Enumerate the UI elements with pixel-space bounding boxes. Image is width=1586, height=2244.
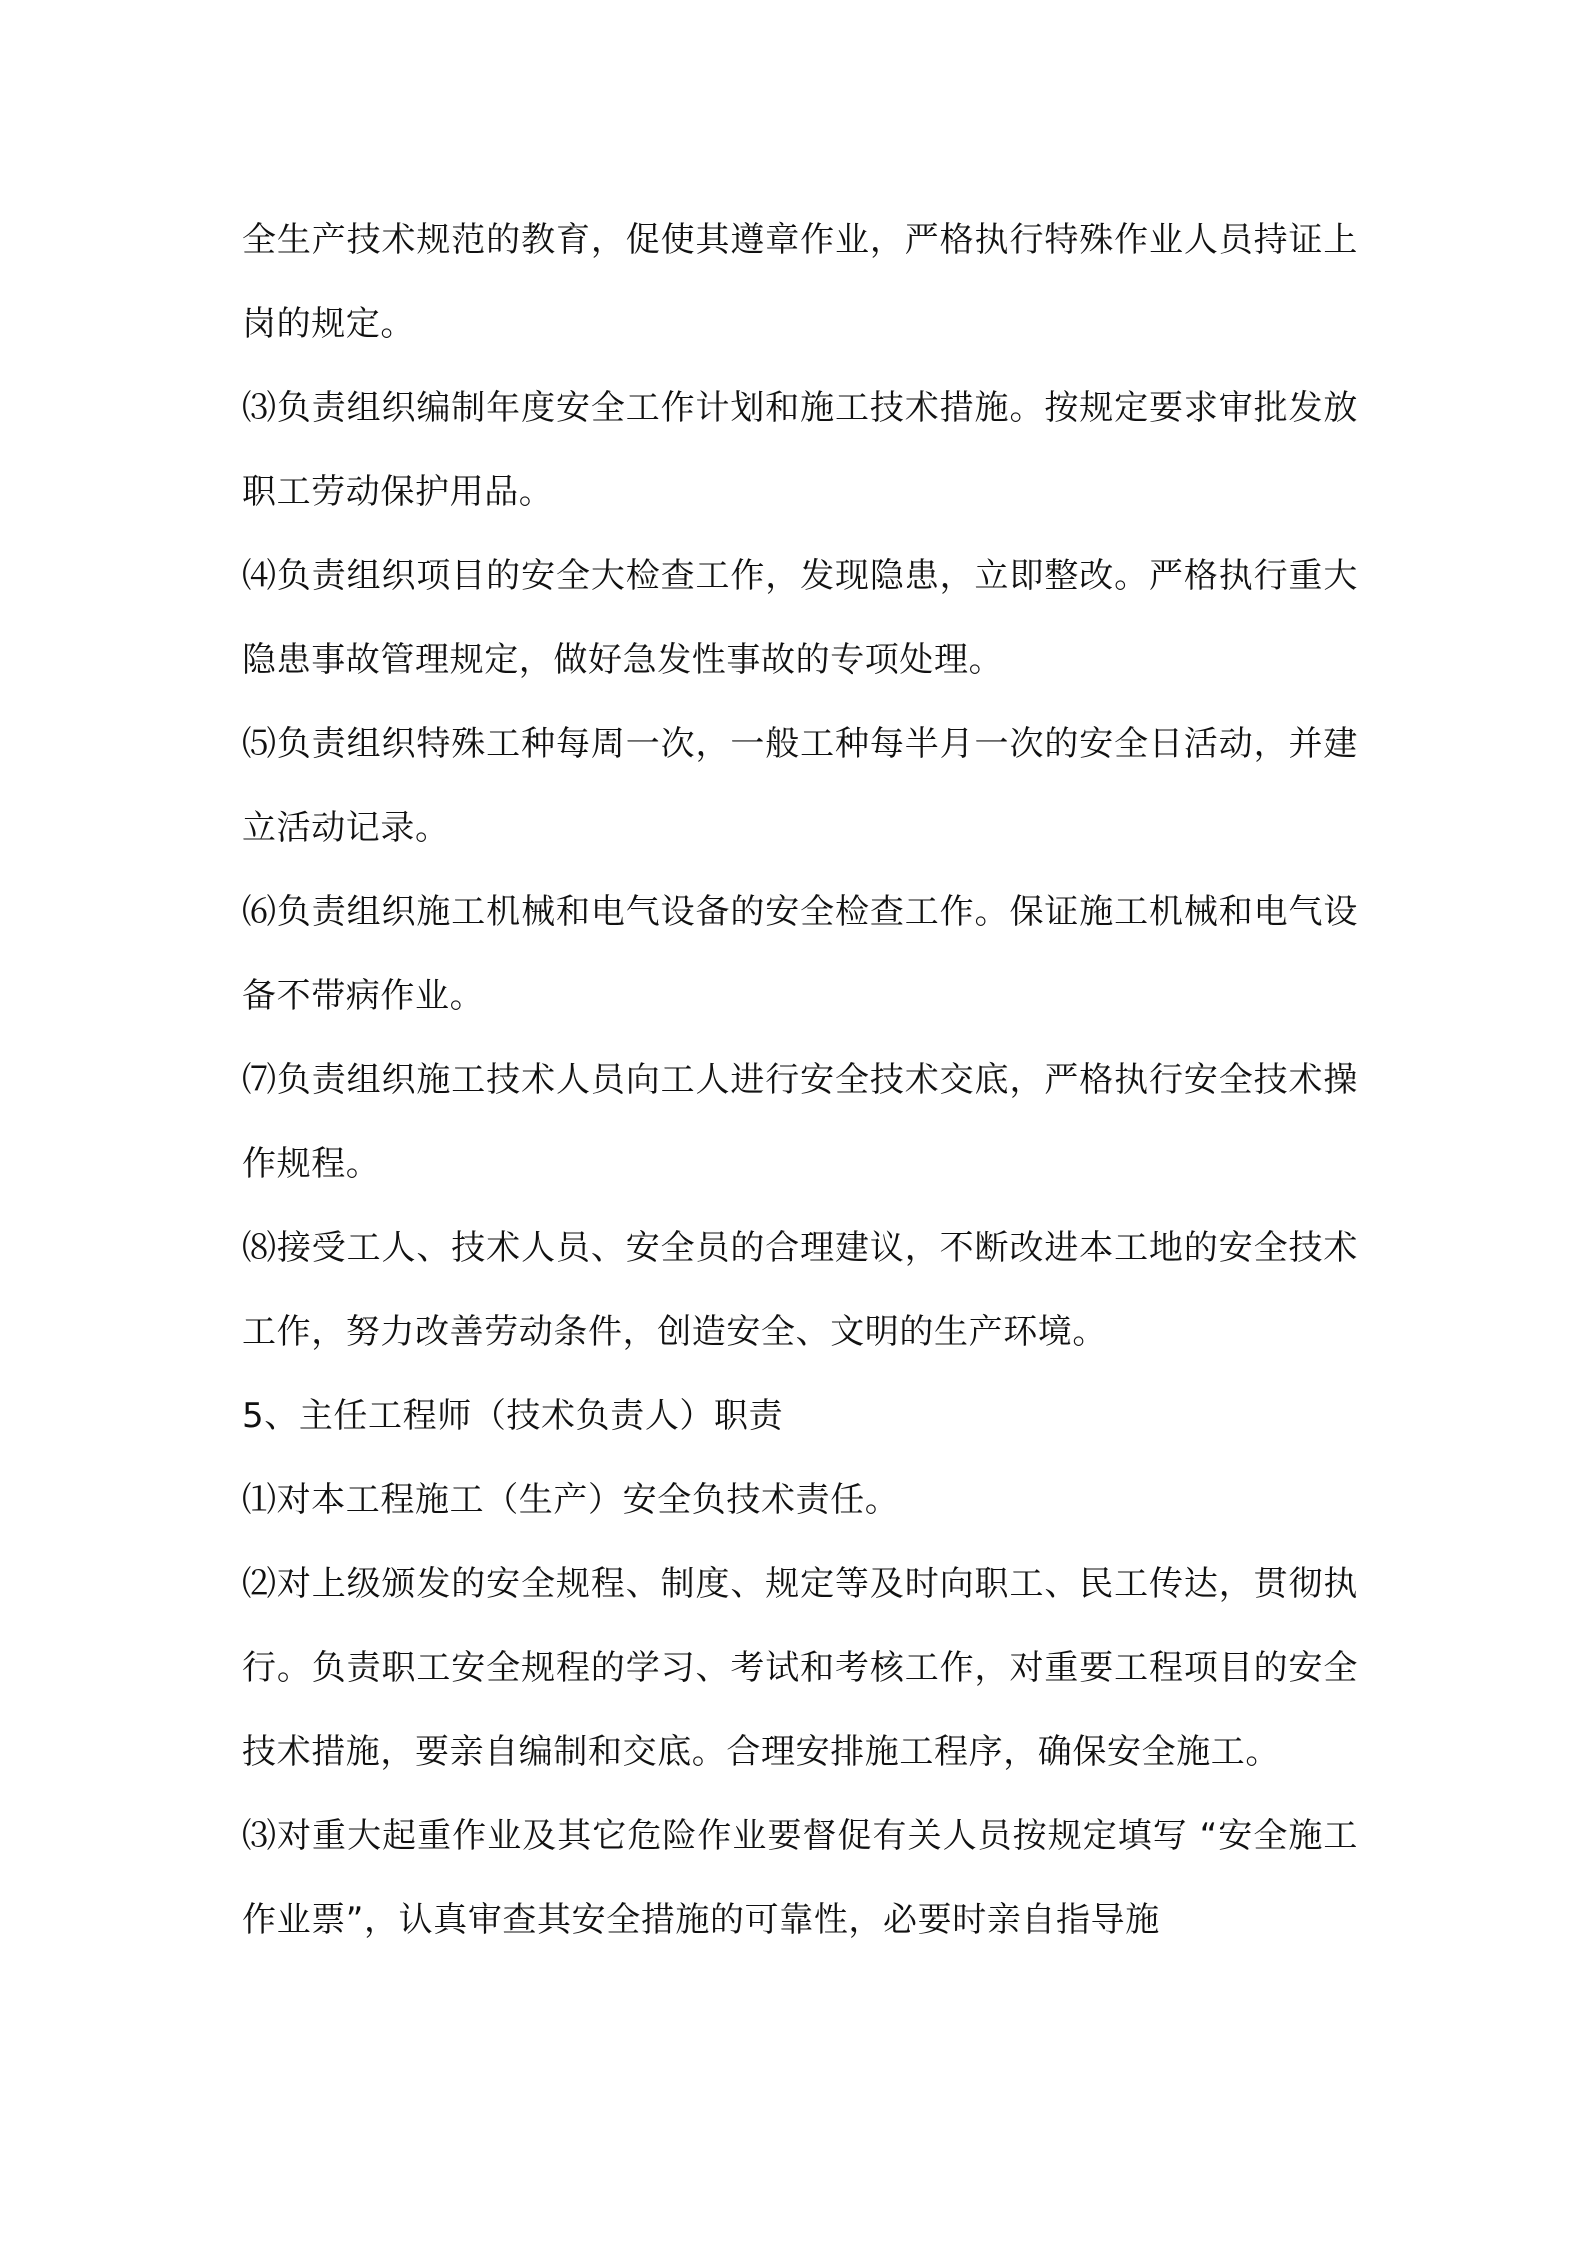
section-heading: 5、主任工程师（技术负责人）职责 — [242, 1396, 784, 1436]
paragraph-8: ⑴对本工程施工（生产）安全负技术责任。 — [242, 1480, 900, 1520]
paragraph-2: ⑶负责组织编制年度安全工作计划和施工技术措施。按规定要求审批发放职工劳动保护用品。 — [242, 388, 1358, 512]
paragraph-7: ⑻接受工人、技术人员、安全员的合理建议，不断改进本工地的安全技术工作，努力改善劳动条件，创造安全、文明的生产环境。 — [242, 1228, 1358, 1352]
paragraph-4: ⑸负责组织特殊工种每周一次，一般工种每半月一次的安全日活动，并建立活动记录。 — [242, 724, 1358, 848]
document-body — [242, 198, 1358, 1962]
paragraph-10: ⑶对重大起重作业及其它危险作业要督促有关人员按规定填写 “安全施工作业票”，认真审查其安全措施的可靠性，必要时亲自指导施 — [242, 1816, 1358, 1940]
paragraph-5: ⑹负责组织施工机械和电气设备的安全检查工作。保证施工机械和电气设备不带病作业。 — [242, 892, 1358, 1016]
paragraph-9: ⑵对上级颁发的安全规程、制度、规定等及时向职工、民工传达，贯彻执行。负责职工安全规程的学习、考试和考核工作，对重要工程项目的安全技术措施，要亲自编制和交底。合理安排施工程序，确保安全施工。 — [242, 1564, 1358, 1772]
paragraph-6: ⑺负责组织施工技术人员向工人进行安全技术交底，严格执行安全技术操作规程。 — [242, 1060, 1358, 1184]
paragraph-1: 全生产技术规范的教育，促使其遵章作业，严格执行特殊作业人员持证上岗的规定。 — [242, 220, 1358, 344]
paragraph-3: ⑷负责组织项目的安全大检查工作，发现隐患，立即整改。严格执行重大隐患事故管理规定，做好急发性事故的专项处理。 — [242, 556, 1358, 680]
